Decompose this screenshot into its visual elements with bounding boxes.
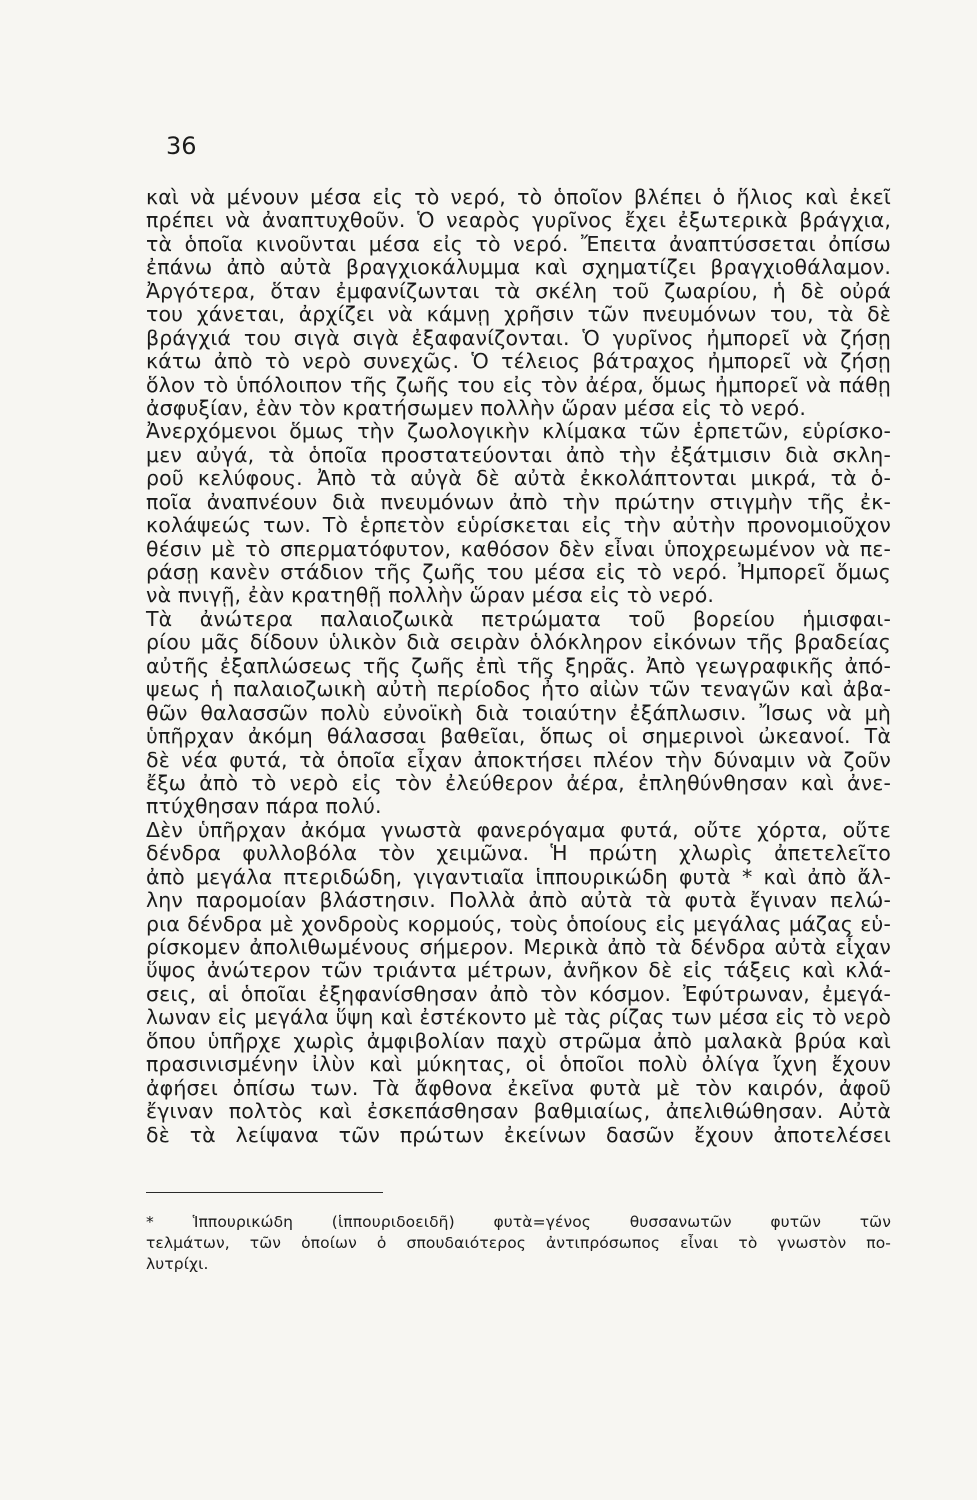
text-line: Ἀργότερα, ὅταν ἐμφανίζωνται τὰ σκέλη τοῦ ζωαρίου, ἡ δὲ οὐρά [146, 278, 891, 303]
text-line: κολάψεώς των. Τὸ ἑρπετὸν εὑρίσκεται εἰς τὴν αὐτὴν προνομιοῦχον [146, 513, 891, 538]
text-line: θέσιν μὲ τὸ σπερματόφυτον, καθόσον δὲν εἶναι ὑποχρεωμένον νὰ πε- [146, 536, 891, 561]
text-line: ὑπῆρχαν ἀκόμη θάλασσαι βαθεῖαι, ὅπως οἱ σημερινοὶ ὠκεανοί. Τὰ [146, 724, 891, 749]
text-line: πτύχθησαν πάρα πολύ. [146, 794, 382, 819]
text-line: κάτω ἀπὸ τὸ νερὸ συνεχῶς. Ὁ τέλειος βάτραχος ἠμπορεῖ νὰ ζήσῃ [146, 349, 891, 374]
text-line: σεις, αἱ ὁποῖαι ἐξηφανίσθησαν ἀπὸ τὸν κόσμον. Ἐφύτρωναν, ἐμεγά- [146, 981, 891, 1006]
text-line: ψεως ἡ παλαιοζωικὴ αὐτὴ περίοδος ἦτο αἰὼν τῶν τεναγῶν καὶ ἀβα- [146, 677, 891, 702]
text-line: δένδρα φυλλοβόλα τὸν χειμῶνα. Ἡ πρώτη χλωρὶς ἀπετελεῖτο [146, 841, 891, 866]
footnote [146, 1212, 891, 1275]
text-line: ἀφήσει ὀπίσω των. Τὰ ἄφθονα ἐκεῖνα φυτὰ μὲ τὸν καιρόν, ἀφοῦ [146, 1075, 891, 1100]
page-number: 36 [166, 132, 197, 160]
text-line: ἀσφυξίαν, ἐὰν τὸν κρατήσωμεν πολλὴν ὥραν μέσα εἰς τὸ νερό. [146, 395, 807, 420]
text-line: πρασινισμένην ἰλὺν καὶ μύκητας, οἱ ὁποῖοι πολὺ ὀλίγα ἴχνη ἔχουν [146, 1052, 891, 1077]
footnote-line: λυτρίχι. [146, 1255, 209, 1273]
text-line: του χάνεται, ἀρχίζει νὰ κάμνῃ χρῆσιν τῶν πνευμόνων του, τὰ δὲ [146, 302, 891, 327]
text-line: ρια δένδρα μὲ χονδροὺς κορμούς, τοὺς ὁποίους εἰς μεγάλας μάζας εὑ- [146, 911, 891, 936]
text-line: Τὰ ἀνώτερα παλαιοζωικὰ πετρώματα τοῦ βορείου ἡμισφαι- [146, 606, 891, 631]
footnote-divider [146, 1192, 383, 1193]
text-line: δὲ νέα φυτά, τὰ ὁποῖα εἶχαν ἀποκτήσει πλέον τὴν δύναμιν νὰ ζοῦν [146, 747, 891, 772]
text-line: ἀπὸ μεγάλα πτεριδώδη, γιγαντιαῖα ἱππουρικώδη φυτὰ * καὶ ἀπὸ ἄλ- [146, 864, 891, 889]
text-line: ὅλον τὸ ὑπόλοιπον τῆς ζωῆς του εἰς τὸν ἀέρα, ὅμως ἠμπορεῖ νὰ πάθῃ [146, 372, 891, 397]
text-line: λην παρομοίαν βλάστησιν. Πολλὰ ἀπὸ αὐτὰ τὰ φυτὰ ἔγιναν πελώ- [146, 888, 891, 913]
text-line: ράσῃ κανὲν στάδιον τῆς ζωῆς του μέσα εἰς τὸ νερό. Ἠμπορεῖ ὅμως [146, 560, 891, 584]
text-line: ἔξω ἀπὸ τὸ νερὸ εἰς τὸν ἐλεύθερον ἀέρα, ἐπληθύνθησαν καὶ ἀνε- [146, 770, 891, 795]
text-line: δὲ τὰ λείψανα τῶν πρώτων ἐκείνων δασῶν ἔχουν ἀποτελέσει [146, 1122, 891, 1147]
text-line: νὰ πνιγῇ, ἐὰν κρατηθῇ πολλὴν ὥραν μέσα εἰς τὸ νερό. [146, 583, 715, 608]
text-line: λωναν εἰς μεγάλα ὕψη καὶ ἐστέκοντο μὲ τὰς ρίζας των μέσα εἰς τὸ νερὸ [146, 1005, 891, 1030]
text-line: ὕψος ἀνώτερον τῶν τριάντα μέτρων, ἀνῆκον δὲ εἰς τάξεις καὶ κλά- [146, 958, 891, 983]
text-line: Δὲν ὑπῆρχαν ἀκόμα γνωστὰ φανερόγαμα φυτά, οὔτε χόρτα, οὔτε [146, 817, 891, 842]
text-line: μεν αὐγά, τὰ ὁποῖα προστατεύονται ἀπὸ τὴν ἐξάτμισιν διὰ σκλη- [146, 442, 891, 467]
text-line: ρίου μᾶς δίδουν ὑλικὸν διὰ σειρὰν ὁλόκληρον εἰκόνων τῆς βραδείας [146, 630, 891, 655]
text-line: πρέπει νὰ ἀναπτυχθοῦν. Ὁ νεαρὸς γυρῖνος ἔχει ἐξωτερικὰ βράγχια, [146, 208, 891, 233]
text-line: ἔγιναν πολτὸς καὶ ἐσκεπάσθησαν βαθμιαίως, ἀπελιθώθησαν. Αὐτὰ [146, 1099, 891, 1124]
text-line: βράγχιά του σιγὰ σιγὰ ἐξαφανίζονται. Ὁ γυρῖνος ἠμπορεῖ νὰ ζήσῃ [146, 325, 891, 350]
text-line: ὅπου ὑπῆρχε χωρὶς ἀμφιβολίαν παχὺ στρῶμα ἀπὸ μαλακὰ βρύα καὶ [146, 1028, 891, 1053]
text-line: Ἀνερχόμενοι ὅμως τὴν ζωολογικὴν κλίμακα τῶν ἑρπετῶν, εὑρίσκο- [146, 419, 891, 444]
text-line: καὶ νὰ μένουν μέσα εἰς τὸ νερό, τὸ ὁποῖον βλέπει ὁ ἥλιος καὶ ἐκεῖ [146, 185, 891, 209]
text-line: τὰ ὁποῖα κινοῦνται μέσα εἰς τὸ νερό. Ἔπειτα ἀναπτύσσεται ὀπίσω [146, 231, 891, 256]
text-line: ροῦ κελύφους. Ἀπὸ τὰ αὐγὰ δὲ αὐτὰ ἐκκολάπτονται μικρά, τὰ ὁ- [146, 466, 891, 491]
text-line: ρίσκομεν ἀπολιθωμένους σήμερον. Μερικὰ ἀπὸ τὰ δένδρα αὐτὰ εἶχαν [146, 935, 891, 959]
text-line: αὐτῆς ἐξαπλώσεως τῆς ζωῆς ἐπὶ τῆς ξηρᾶς. Ἀπὸ γεωγραφικῆς ἀπό- [146, 653, 891, 678]
footnote-line: * Ἱππουρικώδη (ἱππουριδοειδῆ) φυτὰ=γένος θυσσανωτῶν φυτῶν τῶν [146, 1213, 891, 1231]
body-text [146, 186, 891, 1147]
footnote-line: τελμάτων, τῶν ὁποίων ὁ σπουδαιότερος ἀντιπρόσωπος εἶναι τὸ γνωστὸν πο- [146, 1234, 891, 1252]
text-line: θῶν θαλασσῶν πολὺ εὐνοϊκὴ διὰ τοιαύτην ἐξάπλωσιν. Ἴσως νὰ μὴ [146, 700, 891, 725]
text-line: ἐπάνω ἀπὸ αὐτὰ βραγχιοκάλυμμα καὶ σχηματίζει βραγχιοθάλαμον. [146, 255, 891, 280]
text-line: ποῖα ἀναπνέουν διὰ πνευμόνων ἀπὸ τὴν πρώτην στιγμὴν τῆς ἐκ- [146, 489, 891, 514]
